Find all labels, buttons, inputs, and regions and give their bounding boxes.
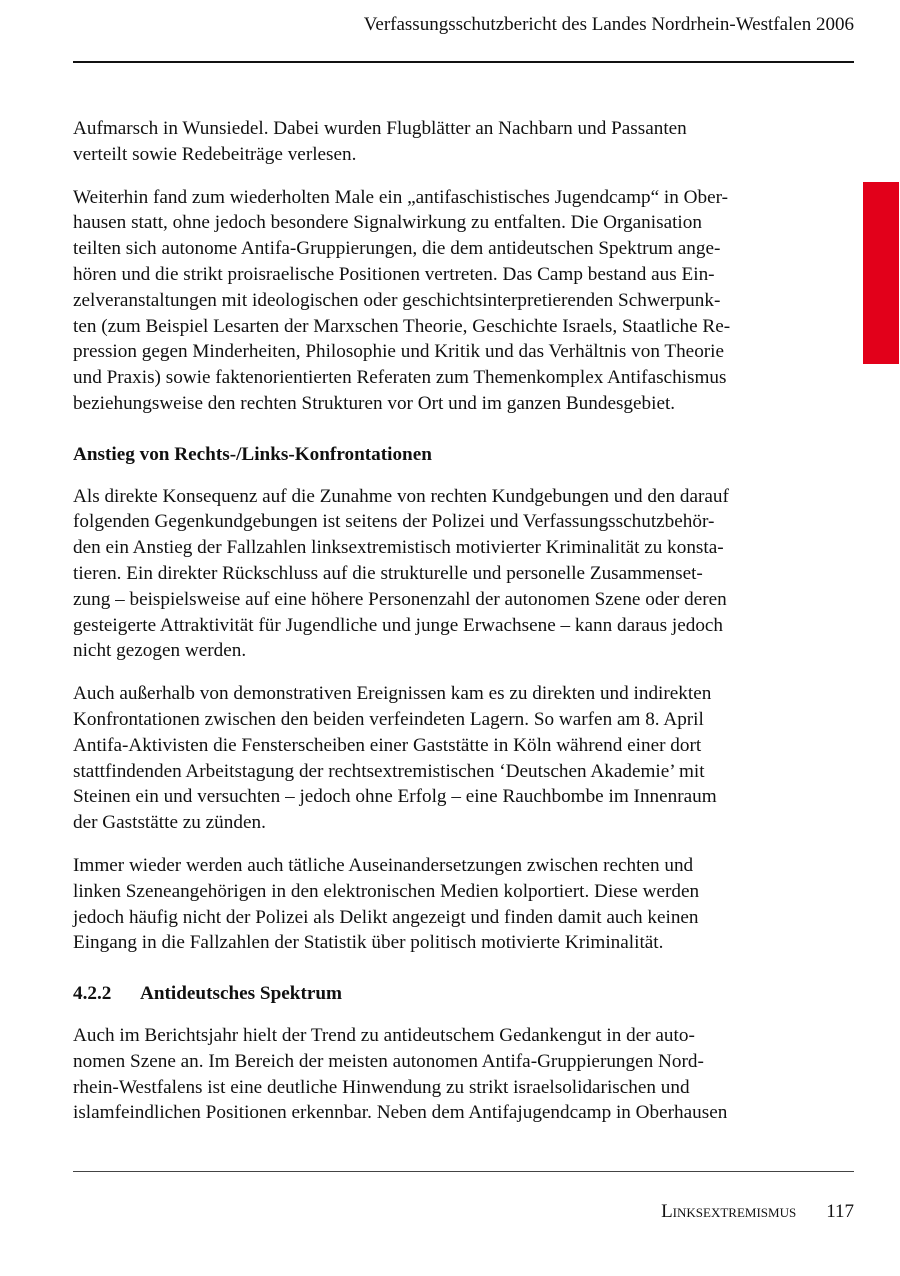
page-number: 117 (826, 1201, 854, 1222)
subsection-heading (73, 981, 813, 1007)
paragraph: Immer wieder werden auch tätliche Auseinandersetzungen zwischen rechten und linken Szeneangehörigen in den elektronischen Medien kolportiert. Diese werden jedoch häufig nicht der Polizei als Delikt angezeigt und finden damit auch keinen Eingang in die Fallzahlen der Statistik über politisch motivierte Kriminalität. (73, 854, 700, 954)
footer-rule (73, 1171, 854, 1172)
running-header: Verfassungsschutzbericht des Landes Nordrhein-Westfalen 2006 (363, 14, 854, 35)
paragraph: Weiterhin fand zum wiederholten Male ein „antifaschistisches Jugendcamp“ in Ober- hausen statt, ohne jedoch besondere Signalwirkung zu entfalten. Die Organisation teilten sich autonome Antifa-Gruppierungen, die dem antideutschen Spektrum ange- hören und die strikt proisraelische Positionen vertreten. Das Camp bestand aus Ein- zelveranstaltungen mit ideologischen oder geschichtsinterpretierenden Schwerpunk- ten (zum Beispiel Lesarten der Marxschen Theorie, Geschichte Israels, Staatliche Re- pression gegen Minderheiten, Philosophie und Kritik und das Verhältnis von Theorie und Praxis) sowie faktenorientierten Referaten zum Themenkomplex Antifaschismus beziehungsweise den rechten Strukturen vor Ort und im ganzen Bundesgebiet. (73, 186, 731, 414)
paragraph: Als direkte Konsequenz auf die Zunahme von rechten Kundgebungen und den darauf folgenden Gegenkundgebungen ist seitens der Polizei und Verfassungsschutzbehör- den ein Anstieg der Fallzahlen linksextremistisch motivierter Kriminalität zu konsta- tieren. Ein direkter Rückschluss auf die strukturelle und personelle Zusammenset- zung – beispielsweise auf eine höhere Personenzahl der autonomen Szene oder deren gesteigerte Attraktivität für Jugendliche und junge Erwachsene – kann daraus jedoch nicht gezogen werden. (73, 485, 729, 662)
chapter-tab-marker (863, 182, 899, 364)
paragraph: Auch außerhalb von demonstrativen Ereignissen kam es zu direkten und indirekten Konfrontationen zwischen den beiden verfeindeten Lagern. So warfen am 8. April Antifa-Aktivisten die Fensterscheiben einer Gaststätte in Köln während einer dort stattfindenden Arbeitstagung der rechtsextremistischen ‘Deutschen Akademie’ mit Steinen ein und versuchten – jedoch ohne Erfolg – eine Rauchbombe im Innenraum der Gaststätte zu zünden. (73, 683, 717, 834)
page-body (73, 116, 813, 1143)
subsection-number: 4.2.2 (73, 983, 112, 1005)
paragraph: Aufmarsch in Wunsiedel. Dabei wurden Flugblätter an Nachbarn und Passanten verteilt sowie Redebeiträge verlesen. (73, 118, 687, 165)
page-footer (661, 1199, 854, 1225)
section-heading: Anstieg von Rechts-/Links-Konfrontationen (73, 443, 432, 465)
subsection-title: Antideutsches Spektrum (140, 983, 343, 1005)
paragraph: Auch im Berichtsjahr hielt der Trend zu antideutschem Gedankengut in der auto- nomen Szene an. Im Bereich der meisten autonomen Antifa-Gruppierungen Nord- rhein-Westfalens ist eine deutliche Hinwendung zu strikt israelsolidarischen und islamfeindlichen Positionen erkennbar. Neben dem Antifajugendcamp in Oberhausen (73, 1024, 728, 1124)
footer-section-name: Linksextremismus (661, 1201, 797, 1222)
header-rule (73, 61, 854, 63)
